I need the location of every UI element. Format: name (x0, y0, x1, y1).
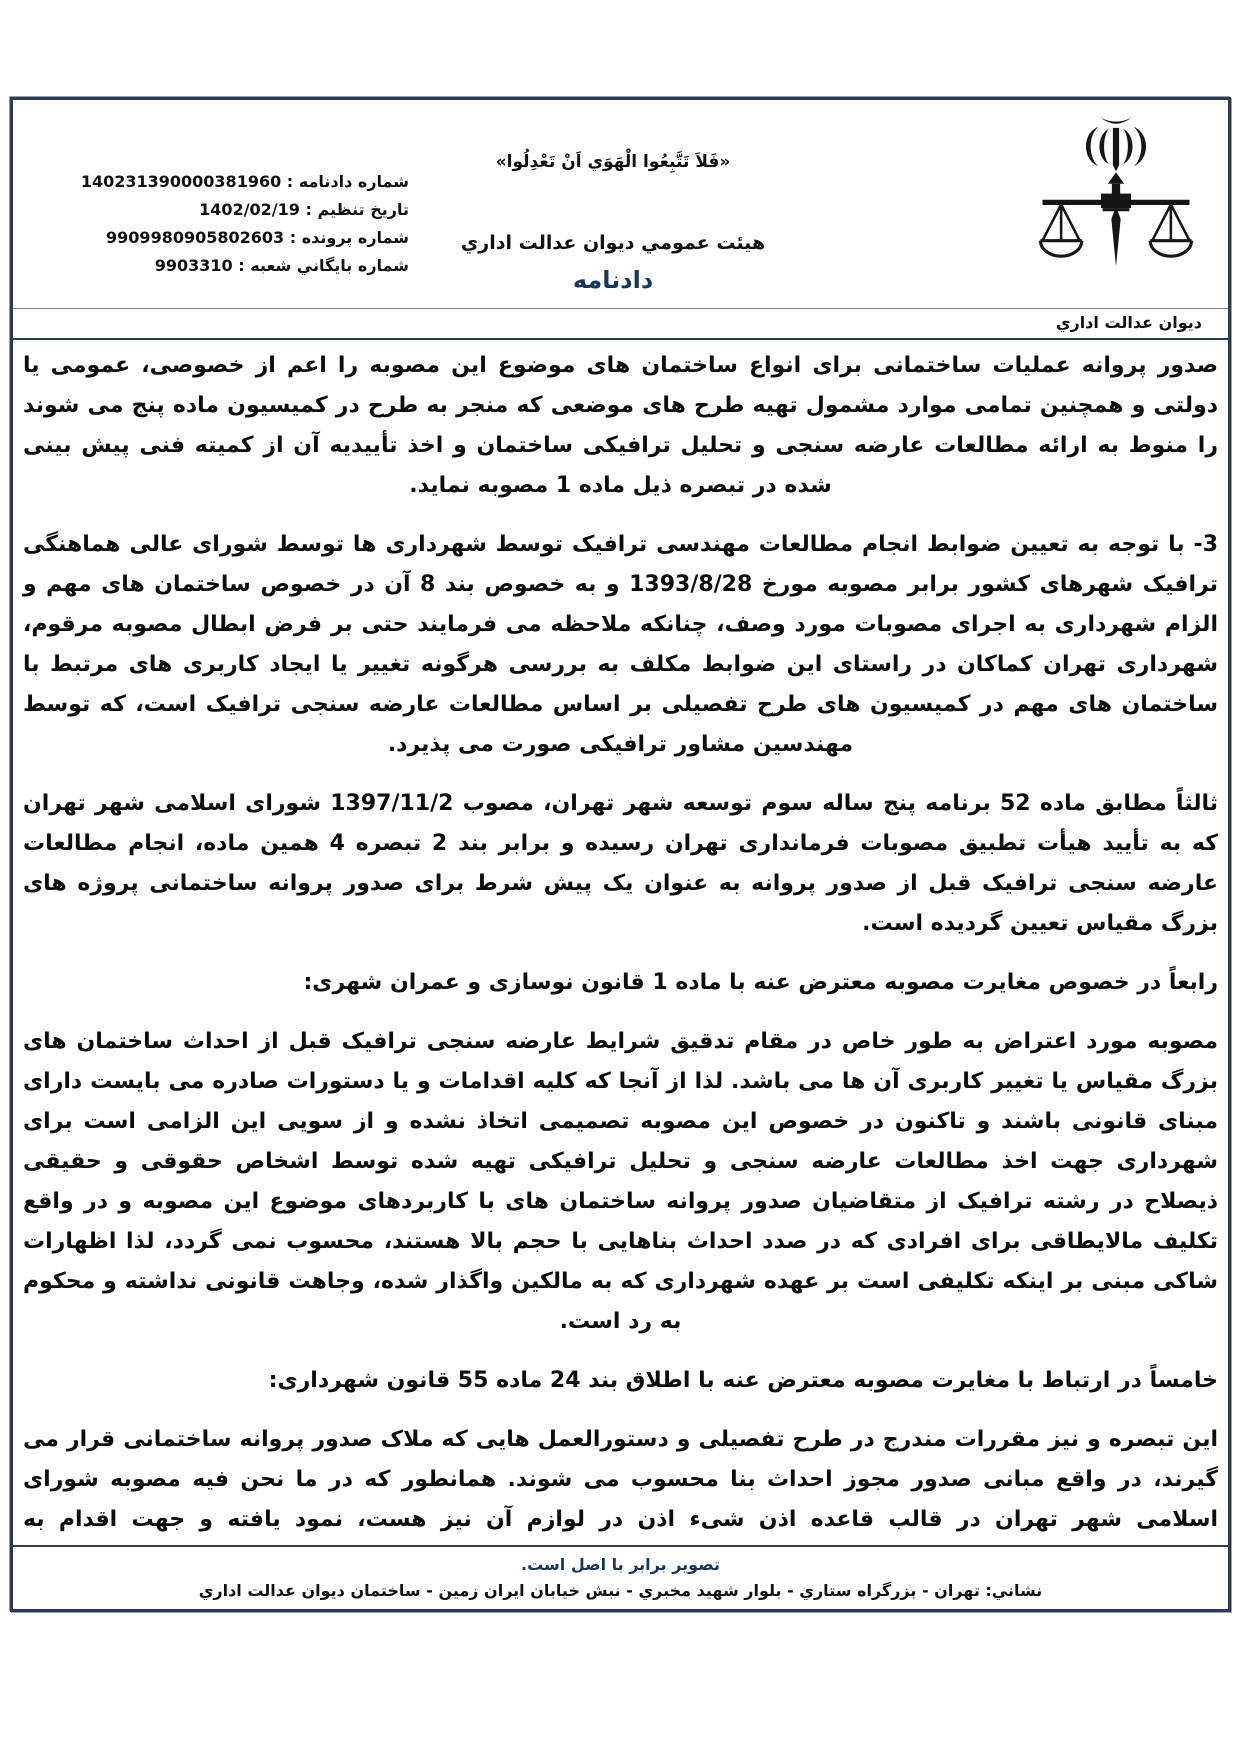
document-header (13, 100, 1228, 308)
header-center-block (353, 100, 873, 308)
meta-separator: : (232, 256, 251, 275)
meta-label: شماره دادنامه (298, 172, 409, 191)
body-section-heading: خامساً در ارتباط با مغایرت مصوبه معترض عنه با اطلاق بند 24 ماده 55 قانون شهرداری: (268, 1368, 1218, 1393)
meta-label: شماره بايگاني شعبه (250, 256, 409, 275)
meta-separator: : (284, 228, 302, 247)
logo-caption: ديوان عدالت اداري (1055, 313, 1202, 332)
organization-name: هيئت عمومي ديوان عدالت اداري (460, 232, 766, 254)
address-text: تهران - بزرگراه ستاري - بلوار شهید مخبري - نبش خیابان ایران زمین - ساختمان دیوان عدالت اداري (198, 1581, 980, 1600)
meta-label: شماره پرونده (301, 228, 409, 247)
quran-verse: «فَلاَ تَتَّبِعُوا الْهَوَي اَنْ تَعْدِلُوا» (495, 152, 731, 172)
issue-date-value: 1402/02/19 (199, 200, 300, 219)
logo-caption-row (13, 308, 1228, 340)
meta-separator: : (281, 172, 299, 191)
body-paragraph: این تبصره و نیز مقررات مندرج در طرح تفصیلی و دستورالعمل هایی که ملاک صدور پروانه ساختمانی قرار می گیرند، در واقع مبانی صدور مجوز احداث بنا محسوب می شوند. همانطور که در ما نحن فیه مصوبه شورای اسلامی شهر تهران در قالب قاعده اذن شیء اذن در لوازم آن نیز هست، نمود یافته و جهت اقدام به (23, 1427, 1218, 1532)
body-paragraph: 3- با توجه به تعیین ضوابط انجام مطالعات مهندسی ترافیک توسط شهرداری ها توسط شورای عالی هماهنگی ترافیک شهرهای کشور برابر مصوبه مورخ 1393/8/28 و به خصوص بند 8 آن در خصوص ساختمان های مهم و الزام شهرداری به اجرای مصوبات مورد وصف، چنانکه ملاحظه می فرمایند حتی بر فرض ابطال مصوبه مرقوم، شهرداری تهران کماکان در راستای این ضوابط مکلف به بررسی هرگونه تغییر یا ایجاد کاربری های مرتبط با ساختمان های مهم در کمیسیون های طرح تفصیلی بر اساس مطالعات عارضه سنجی ترافیک است، که توسط مهندسین مشاور ترافیکی صورت می پذیرد. (23, 532, 1219, 757)
body-section-heading: رابعاً در خصوص مغایرت مصوبه معترض عنه با ماده 1 قانون نوسازی و عمران شهری: (303, 970, 1218, 995)
address-line (13, 1578, 1228, 1604)
document-frame (10, 97, 1231, 1612)
meta-label: تاريخ تنظيم (317, 200, 409, 219)
judiciary-logo-block (1024, 112, 1208, 270)
archive-number-value: 9903310 (154, 256, 233, 275)
judgment-body (13, 340, 1228, 1545)
body-paragraph: مصوبه مورد اعتراض به طور خاص در مقام تدقیق شرایط عارضه سنجی ترافیک قبل از احداث ساختمان های بزرگ مقیاس یا تغییر کاربری آن ها می باشد. لذا از آنجا که کلیه اقدامات و یا دستورات صادره می بایست دارای مبنای قانونی باشند و تاکنون در خصوص این مصوبه تصمیمی اتخاذ نشده و از سویی این الزامی است برای شهرداری جهت اخذ مطالعات عارضه سنجی و تحلیل ترافیکی تهیه شده توسط اشخاص حقوقی و حقیقی ذیصلاح در رشته ترافیک از متقاضیان صدور پروانه ساختمان های با کاربردهای موضوع این مصوبه و در واقع تکلیف مالایطاقی برای افرادی که در صدد احداث بناهایی با حجم بالا هستند، محسوب نمی گردد، لذا اظهارات شاکی مبنی بر اینکه تکلیفی است بر عهده شهرداری که به مالکین واگذار شده، وجاهت قانونی نداشته و محکوم به رد است. (23, 1029, 1218, 1334)
judgment-number-value: 140231390000381960 (80, 172, 282, 191)
meta-separator: : (299, 200, 318, 219)
body-paragraph: ثالثاً مطابق ماده 52 برنامه پنج ساله سوم توسعه شهر تهران، مصوب 1397/11/2 شورای اسلامی شهر تهران که به تأیید هیأت تطبیق مصوبات فرمانداری تهران رسیده و برابر بند 2 تبصره 4 همین ماده، انجام مطالعات عارضه سنجی ترافیک قبل از صدور پروانه به عنوان یک پیش شرط برای صدور پروانه ساختمانی پروژه های بزرگ مقیاس تعیین گردیده است. (23, 791, 1218, 936)
body-paragraph: صدور پروانه عملیات ساختمانی برای انواع ساختمان های موضوع این مصوبه را اعم از خصوصی، عمومی یا دولتی و همچنین تمامی موارد مشمول تهیه طرح های موضعی که منجر به طرح در کمیسیون ماده پنج می شوند را منوط به ارائه مطالعات عارضه سنجی و تحلیل ترافیکی ساختمان و اخذ تأییدیه آن از کمیته فنی پیش بینی شده در تبصره ذیل ماده 1 مصوبه نماید. (23, 353, 1218, 498)
certification-statement: تصویر برابر با اصل است. (521, 1555, 720, 1574)
document-footer (13, 1545, 1228, 1609)
case-number-value: 9909980905802603 (106, 228, 285, 247)
scales-of-justice-logo (1028, 112, 1204, 270)
document-type-title: دادنامه (572, 266, 654, 294)
address-label: نشاني: (985, 1581, 1043, 1600)
